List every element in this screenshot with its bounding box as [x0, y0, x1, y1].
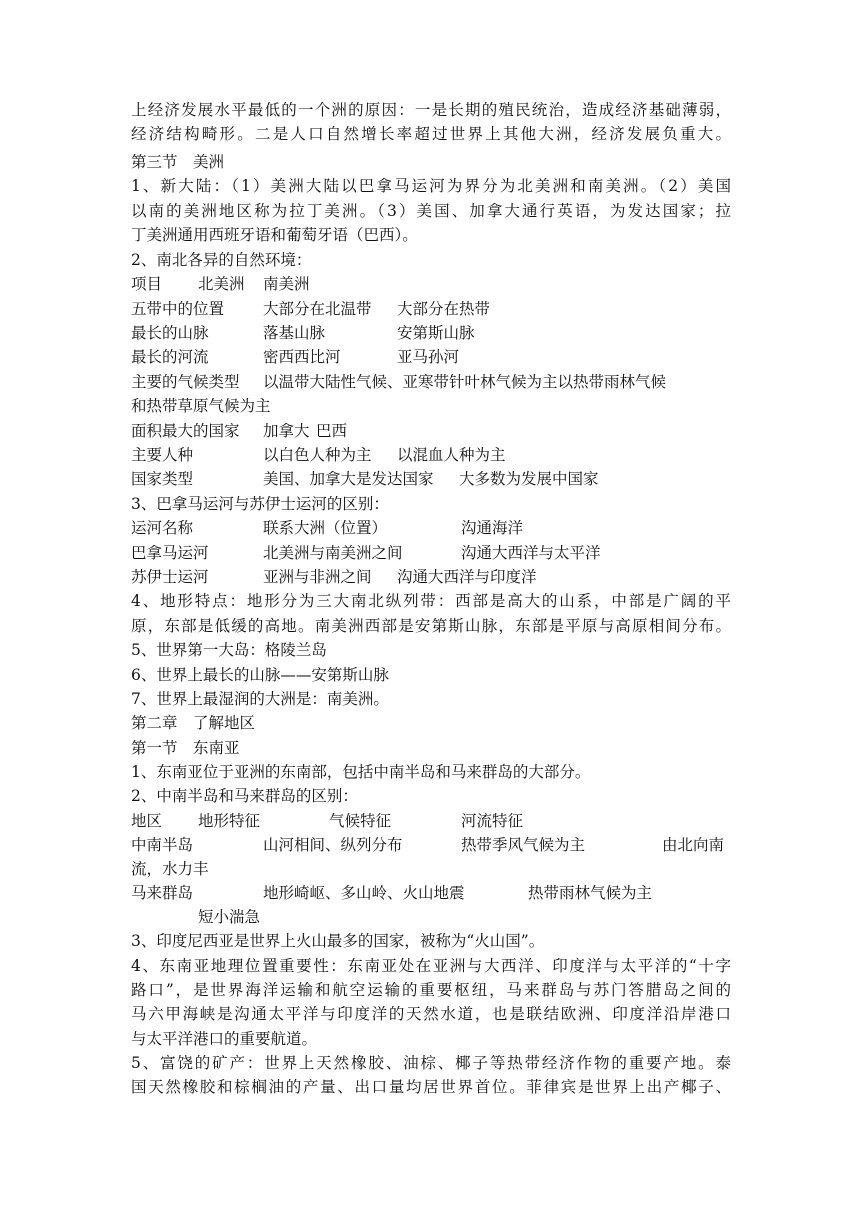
table-row [131, 541, 731, 565]
table-cell: 河流特征 [461, 812, 524, 830]
table-cell: 地形崎岖、多山岭、火山地震 [263, 884, 465, 902]
table-cell: 落基山脉 [263, 324, 326, 342]
table-row [131, 467, 731, 491]
table-row [131, 345, 731, 369]
table-row [131, 905, 731, 929]
text-line: 5、世界第一大岛：格陵兰岛 [131, 641, 327, 659]
table-cell: 沟通大西洋与印度洋 [397, 568, 537, 586]
text-line: 4、地形特点：地形分为三大南北纵列带：西部是高大的山系，中部是广阔的平 [131, 592, 731, 610]
table-cell: 以混血人种为主 [397, 446, 506, 464]
text-line: 1、新大陆：（1）美洲大陆以巴拿马运河为界分为北美洲和南美洲。（2）美国 [131, 177, 731, 195]
table-cell: 地形特征 [198, 812, 261, 830]
text-line: 2、中南半岛和马来群岛的区别： [131, 787, 358, 805]
table-cell: 安第斯山脉 [397, 324, 475, 342]
table-cell: 面积最大的国家 [131, 422, 240, 440]
table-cell: 亚洲与非洲之间 [263, 568, 372, 586]
table-row [131, 321, 731, 345]
table-cell: 气候特征 [329, 812, 392, 830]
table-cell: 热带季风气候为主 [461, 836, 586, 854]
table-cell: 中南半岛 [131, 836, 194, 854]
table-cell: 马来群岛 [131, 884, 194, 902]
table-cell: 密西西比河 [263, 348, 341, 366]
table-cell: 沟通大西洋与太平洋 [461, 544, 601, 562]
table-cell: 主要人种 [131, 446, 194, 464]
text-line: 和热带草原气候为主 [131, 397, 271, 415]
table-cell: 大多数为发展中国家 [459, 470, 599, 488]
table-cell: 加拿大 [263, 422, 310, 440]
text-line: 流，水力丰 [131, 860, 209, 878]
table-cell: 主要的气候类型 [131, 373, 240, 391]
text-line: 上经济发展水平最低的一个洲的原因：一是长期的殖民统治，造成经济基础薄弱， [131, 101, 731, 119]
table-cell: 由北向南 [662, 836, 725, 854]
table-cell: 以白色人种为主 [263, 446, 372, 464]
table-row [131, 881, 731, 905]
text-line: 经济结构畸形。二是人口自然增长率超过世界上其他大洲，经济发展负重大。 [131, 125, 731, 143]
table-row [131, 297, 731, 321]
text-line: 马六甲海峡是沟通太平洋与印度洋的天然水道，也是联结欧洲、印度洋沿岸港口 [131, 1005, 731, 1023]
text-line: 以南的美洲地区称为拉丁美洲。（3）美国、加拿大通行英语，为发达国家；拉 [131, 202, 731, 220]
text-line: 第三节 美洲 [131, 153, 225, 171]
table-cell: 巴拿马运河 [131, 544, 209, 562]
text-line: 6、世界上最长的山脉——安第斯山脉 [131, 666, 389, 684]
table-cell: 联系大洲（位置） [263, 519, 388, 537]
table-row [131, 565, 731, 589]
table-cell: 苏伊士运河 [131, 568, 209, 586]
table-row [131, 419, 731, 443]
table-cell: 运河名称 [131, 519, 194, 537]
table-row [131, 516, 731, 540]
table-row [131, 370, 731, 394]
text-line: 4、东南亚地理位置重要性：东南亚处在亚洲与大西洋、印度洋与太平洋的“十字 [131, 957, 731, 975]
table-cell: 地区 [131, 812, 163, 830]
text-line: 2、南北各异的自然环境： [131, 251, 312, 269]
table-cell: 亚马孙河 [397, 348, 460, 366]
table-row [131, 809, 731, 833]
table-row [131, 443, 731, 467]
text-line: 7、世界上最湿润的大洲是：南美洲。 [131, 690, 389, 708]
table-cell: 美国、加拿大是发达国家 [263, 470, 434, 488]
text-line: 路口”，是世界海洋运输和航空运输的重要枢纽，马来群岛与苏门答腊岛之间的 [131, 981, 731, 999]
table-cell: 巴西 [316, 422, 348, 440]
table-cell: 大部分在北温带 [263, 300, 372, 318]
table-row [131, 833, 731, 857]
text-line: 丁美洲通用西班牙语和葡萄牙语（巴西）。 [131, 226, 418, 244]
table-row [131, 272, 731, 296]
text-line: 3、巴拿马运河与苏伊士运河的区别： [131, 495, 389, 513]
table-cell: 北美洲与南美洲之间 [263, 544, 403, 562]
text-line: 国天然橡胶和棕榈油的产量、出口量均居世界首位。菲律宾是世界上出产椰子、 [131, 1078, 731, 1096]
table-cell: 大部分在热带 [397, 300, 491, 318]
table-cell: 热带雨林气候为主 [528, 884, 653, 902]
table-cell: 南美洲 [263, 275, 310, 293]
table-cell: 最长的山脉 [131, 324, 209, 342]
table-cell: 北美洲 [198, 275, 245, 293]
text-line: 3、印度尼西亚是世界上火山最多的国家，被称为“火山国”。 [131, 932, 545, 950]
table-cell: 项目 [131, 275, 163, 293]
table-cell: 国家类型 [131, 470, 194, 488]
table-cell: 以温带大陆性气候、亚寒带针叶林气候为主以热带雨林气候 [263, 373, 667, 391]
table-cell: 五带中的位置 [131, 300, 225, 318]
table-cell: 短小湍急 [198, 908, 261, 926]
text-line: 5、富饶的矿产：世界上天然橡胶、油棕、椰子等热带经济作物的重要产地。泰 [131, 1054, 731, 1072]
table-cell: 沟通海洋 [461, 519, 524, 537]
text-line: 1、东南亚位于亚洲的东南部，包括中南半岛和马来群岛的大部分。 [131, 763, 591, 781]
text-line: 原，东部是低缓的高地。南美洲西部是安第斯山脉，东部是平原与高原相间分布。 [131, 617, 731, 635]
table-cell: 山河相间、纵列分布 [263, 836, 403, 854]
table-cell: 最长的河流 [131, 348, 209, 366]
text-line: 与太平洋港口的重要航道。 [131, 1030, 318, 1048]
text-line: 第二章 了解地区 [131, 714, 256, 732]
text-line: 第一节 东南亚 [131, 739, 240, 757]
